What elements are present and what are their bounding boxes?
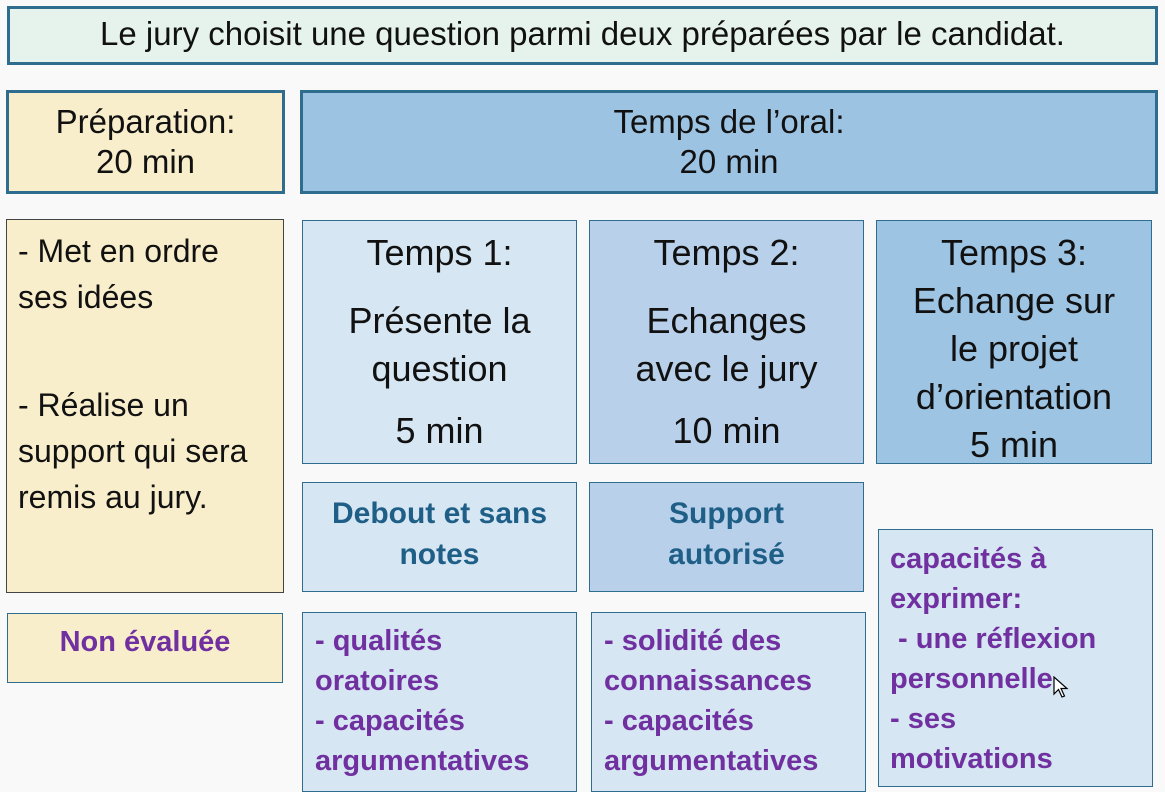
temps-1-line: Présente la bbox=[348, 300, 531, 341]
preparation-title: Préparation: bbox=[55, 103, 236, 140]
temps-2-box bbox=[589, 220, 864, 464]
temps-1-duration: 5 min bbox=[395, 410, 484, 451]
temps-3-box bbox=[876, 220, 1152, 464]
criteria-line: - qualités bbox=[315, 625, 443, 657]
instruction-banner bbox=[7, 6, 1158, 65]
banner-text: Le jury choisit une question parmi deux préparées par le candidat. bbox=[100, 15, 1065, 52]
criteria-line: capacités à bbox=[890, 543, 1047, 575]
temps-2-label: Temps 2: bbox=[653, 232, 800, 273]
temps-2-criteria bbox=[591, 612, 866, 792]
temps-3-line: le projet bbox=[949, 328, 1079, 369]
temps-3-duration: 5 min bbox=[969, 424, 1059, 465]
preparation-header bbox=[6, 90, 285, 194]
criteria-line: oratoires bbox=[315, 665, 440, 697]
oral-title: Temps de l’oral: bbox=[613, 103, 845, 140]
temps-3-criteria bbox=[878, 529, 1153, 787]
temps-2-line: Echanges bbox=[646, 300, 807, 341]
oral-duration: 20 min bbox=[679, 143, 779, 180]
criteria-line: personnelle bbox=[890, 663, 1053, 695]
temps-3-line: Echange sur bbox=[912, 280, 1116, 321]
criteria-line: argumentatives bbox=[604, 745, 819, 777]
temps-1-criteria bbox=[302, 612, 577, 792]
temps-1-label: Temps 1: bbox=[366, 232, 513, 273]
criteria-line: argumentatives bbox=[315, 745, 530, 777]
temps-1-line: question bbox=[371, 348, 508, 389]
temps-3-line: d’orientation bbox=[915, 376, 1113, 417]
temps-2-line: avec le jury bbox=[635, 348, 818, 389]
temps-2-condition bbox=[589, 482, 864, 592]
criteria-line: connaissances bbox=[604, 665, 812, 697]
temps-1-box bbox=[302, 220, 577, 464]
evaluation-text: Non évaluée bbox=[59, 625, 231, 658]
criteria-line: exprimer: bbox=[890, 583, 1023, 615]
criteria-line: - capacités bbox=[604, 705, 754, 737]
condition-line: Debout et sans bbox=[331, 497, 548, 530]
criteria-line: - ses bbox=[890, 703, 957, 735]
task-spacer bbox=[18, 320, 273, 382]
preparation-evaluation bbox=[7, 613, 283, 683]
criteria-line: - solidité des bbox=[604, 625, 782, 657]
temps-1-condition bbox=[302, 482, 577, 592]
preparation-duration: 20 min bbox=[95, 143, 196, 180]
criteria-line: - capacités bbox=[315, 705, 465, 737]
temps-2-duration: 10 min bbox=[672, 410, 781, 451]
criteria-line: motivations bbox=[890, 743, 1053, 775]
condition-line: autorisé bbox=[668, 538, 785, 571]
condition-line: Support bbox=[669, 497, 784, 530]
criteria-line: - une réflexion bbox=[890, 623, 1097, 655]
condition-line: notes bbox=[399, 538, 480, 571]
mouse-pointer-icon bbox=[1053, 676, 1071, 700]
task-order-ideas: - Met en ordre ses idées bbox=[18, 233, 219, 315]
preparation-tasks bbox=[6, 219, 284, 593]
temps-3-label: Temps 3: bbox=[940, 232, 1088, 273]
oral-header bbox=[300, 90, 1158, 194]
task-make-support: - Réalise un support qui sera remis au jury. bbox=[18, 387, 248, 515]
